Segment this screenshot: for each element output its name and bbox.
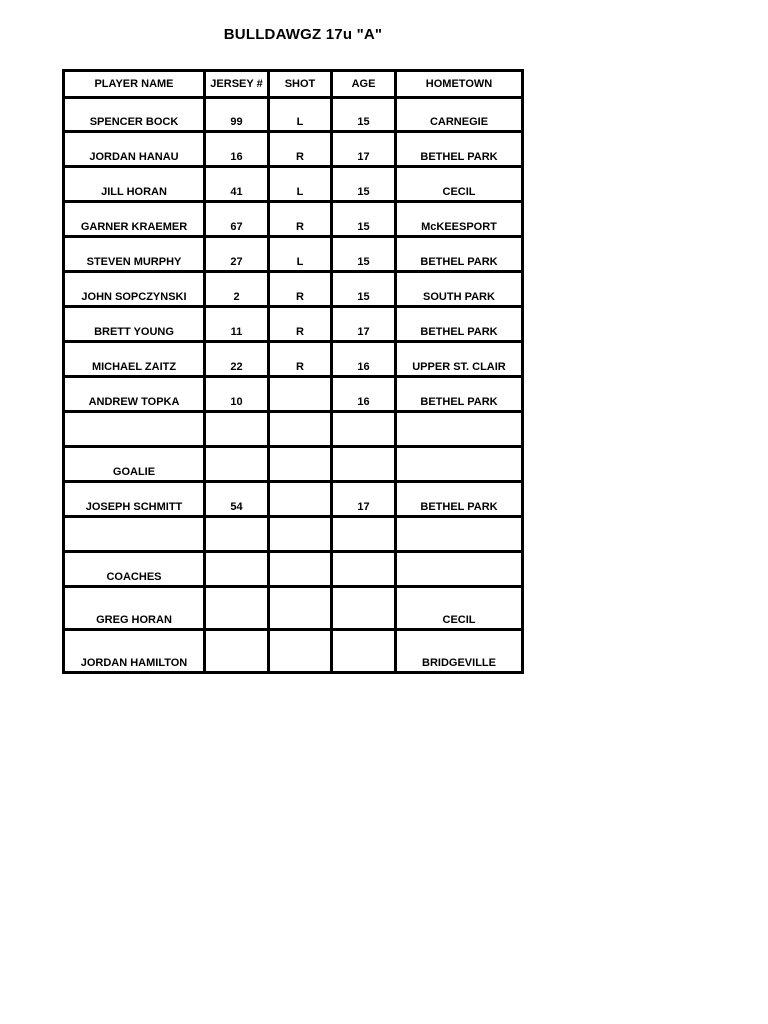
empty-cell bbox=[205, 587, 269, 630]
empty-cell bbox=[332, 630, 396, 673]
jersey-cell: 67 bbox=[205, 202, 269, 237]
empty-cell bbox=[205, 552, 269, 587]
player-name-cell: ANDREW TOPKA bbox=[64, 377, 205, 412]
header-row bbox=[64, 71, 523, 98]
shot-cell: L bbox=[269, 98, 332, 132]
header-jersey: JERSEY # bbox=[205, 71, 269, 98]
shot-cell: L bbox=[269, 167, 332, 202]
hometown-cell: CECIL bbox=[396, 587, 523, 630]
empty-cell bbox=[269, 630, 332, 673]
coach-name-cell: GREG HORAN bbox=[64, 587, 205, 630]
hometown-cell: SOUTH PARK bbox=[396, 272, 523, 307]
age-cell: 17 bbox=[332, 482, 396, 517]
shot-cell bbox=[269, 482, 332, 517]
empty-cell bbox=[332, 587, 396, 630]
age-cell: 15 bbox=[332, 167, 396, 202]
player-row bbox=[64, 272, 523, 307]
empty-cell bbox=[205, 630, 269, 673]
empty-cell bbox=[396, 412, 523, 447]
age-cell: 16 bbox=[332, 342, 396, 377]
hometown-cell: BETHEL PARK bbox=[396, 132, 523, 167]
empty-cell bbox=[269, 517, 332, 552]
coach-row bbox=[64, 587, 523, 630]
player-name-cell: JORDAN HANAU bbox=[64, 132, 205, 167]
hometown-cell: McKEESPORT bbox=[396, 202, 523, 237]
goalie-row bbox=[64, 482, 523, 517]
page-title: BULLDAWGZ 17u "A" bbox=[223, 26, 383, 43]
player-row bbox=[64, 98, 523, 132]
player-name-cell: JOHN SOPCZYNSKI bbox=[64, 272, 205, 307]
header-age: AGE bbox=[332, 71, 396, 98]
empty-cell bbox=[64, 517, 205, 552]
empty-cell bbox=[269, 412, 332, 447]
player-name-cell: JOSEPH SCHMITT bbox=[64, 482, 205, 517]
empty-cell bbox=[269, 447, 332, 482]
header-player-name: PLAYER NAME bbox=[64, 71, 205, 98]
jersey-cell: 41 bbox=[205, 167, 269, 202]
player-name-cell: STEVEN MURPHY bbox=[64, 237, 205, 272]
empty-cell bbox=[396, 447, 523, 482]
jersey-cell: 16 bbox=[205, 132, 269, 167]
empty-cell bbox=[269, 552, 332, 587]
age-cell: 15 bbox=[332, 202, 396, 237]
jersey-cell: 54 bbox=[205, 482, 269, 517]
shot-cell: R bbox=[269, 132, 332, 167]
empty-row bbox=[64, 517, 523, 552]
header-shot: SHOT bbox=[269, 71, 332, 98]
shot-cell bbox=[269, 377, 332, 412]
hometown-cell: UPPER ST. CLAIR bbox=[396, 342, 523, 377]
empty-cell bbox=[269, 587, 332, 630]
hometown-cell: BETHEL PARK bbox=[396, 237, 523, 272]
hometown-cell: BETHEL PARK bbox=[396, 482, 523, 517]
hometown-cell: BRIDGEVILLE bbox=[396, 630, 523, 673]
age-cell: 17 bbox=[332, 307, 396, 342]
shot-cell: R bbox=[269, 202, 332, 237]
player-name-cell: BRETT YOUNG bbox=[64, 307, 205, 342]
jersey-cell: 27 bbox=[205, 237, 269, 272]
jersey-cell: 11 bbox=[205, 307, 269, 342]
coaches-heading-row bbox=[64, 552, 523, 587]
shot-cell: R bbox=[269, 272, 332, 307]
hometown-cell: BETHEL PARK bbox=[396, 377, 523, 412]
age-cell: 15 bbox=[332, 98, 396, 132]
coach-row bbox=[64, 630, 523, 673]
shot-cell: L bbox=[269, 237, 332, 272]
player-row bbox=[64, 237, 523, 272]
player-name-cell: MICHAEL ZAITZ bbox=[64, 342, 205, 377]
hometown-cell: CECIL bbox=[396, 167, 523, 202]
coaches-heading: COACHES bbox=[64, 552, 205, 587]
goalie-heading-row bbox=[64, 447, 523, 482]
empty-row bbox=[64, 412, 523, 447]
roster-table bbox=[62, 69, 524, 674]
goalie-heading: GOALIE bbox=[64, 447, 205, 482]
player-row bbox=[64, 167, 523, 202]
age-cell: 15 bbox=[332, 272, 396, 307]
age-cell: 17 bbox=[332, 132, 396, 167]
empty-cell bbox=[332, 412, 396, 447]
player-row bbox=[64, 202, 523, 237]
player-row bbox=[64, 377, 523, 412]
player-row bbox=[64, 132, 523, 167]
player-name-cell: SPENCER BOCK bbox=[64, 98, 205, 132]
empty-cell bbox=[205, 517, 269, 552]
hometown-cell: BETHEL PARK bbox=[396, 307, 523, 342]
empty-cell bbox=[396, 517, 523, 552]
age-cell: 16 bbox=[332, 377, 396, 412]
jersey-cell: 10 bbox=[205, 377, 269, 412]
jersey-cell: 2 bbox=[205, 272, 269, 307]
empty-cell bbox=[396, 552, 523, 587]
player-name-cell: GARNER KRAEMER bbox=[64, 202, 205, 237]
empty-cell bbox=[332, 552, 396, 587]
header-hometown: HOMETOWN bbox=[396, 71, 523, 98]
age-cell: 15 bbox=[332, 237, 396, 272]
player-name-cell: JILL HORAN bbox=[64, 167, 205, 202]
player-row bbox=[64, 307, 523, 342]
player-row bbox=[64, 342, 523, 377]
empty-cell bbox=[332, 447, 396, 482]
jersey-cell: 99 bbox=[205, 98, 269, 132]
shot-cell: R bbox=[269, 342, 332, 377]
empty-cell bbox=[64, 412, 205, 447]
empty-cell bbox=[205, 412, 269, 447]
empty-cell bbox=[205, 447, 269, 482]
empty-cell bbox=[332, 517, 396, 552]
shot-cell: R bbox=[269, 307, 332, 342]
jersey-cell: 22 bbox=[205, 342, 269, 377]
coach-name-cell: JORDAN HAMILTON bbox=[64, 630, 205, 673]
hometown-cell: CARNEGIE bbox=[396, 98, 523, 132]
